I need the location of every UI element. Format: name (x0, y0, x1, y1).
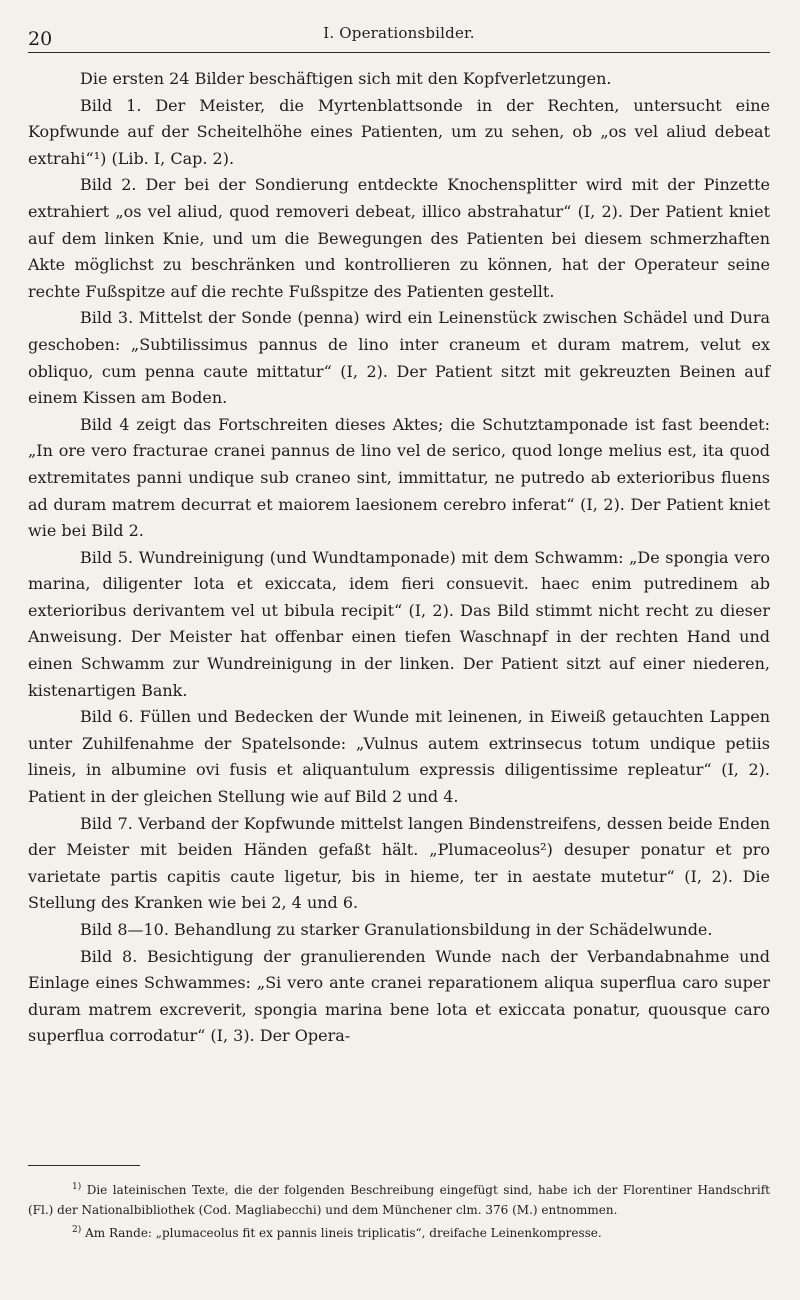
paragraph: Bild 8. Besichtigung der granulierenden Wunde nach der Verbandabnahme und Einlage eines Schwammes: „Si vero ante cranei reparationem aliqua superflua caro super duram matrem excreverit, spongia marina bene lota et exiccata ponatur, quousque caro superflua corrodatur“ (I, 3). Der Opera- (28, 946, 770, 1046)
footnote (28, 1223, 770, 1243)
header-rule (28, 52, 770, 53)
paragraph: Bild 6. Füllen und Bedecken der Wunde mit leinenen, in Eiweiß getauchten Lappen unter Zuhilfenahme der Spatelsonde: „Vulnus autem extrinsecus totum undique petiis lineis, in albumine ovi fusis et aliquantulum expressis diligentissime repleatur“ (I, 2). Patient in der gleichen Stellung wie auf Bild 2 und 4. (28, 707, 770, 807)
page-number: 20 (28, 28, 53, 50)
body-text (28, 66, 770, 1050)
paragraph: Bild 2. Der bei der Sondierung entdeckte Knochensplitter wird mit der Pinzette extrahiert „os vel aliud, quod removeri debeat, illico abstrahatur“ (I, 2). Der Patient kniet auf dem linken Knie, und um die Bewegungen des Patienten bei diesem schmerzhaften Akte möglichst zu beschränken und kontrollieren zu können, hat der Operateur seine rechte Fußspitze auf die rechte Fußspitze des Patienten gestellt. (28, 175, 770, 301)
running-head: I. Operationsbilder. (323, 24, 475, 42)
footnote-text: Die lateinischen Texte, die der folgenden Beschreibung eingefügt sind, habe ich der Florentiner Handschrift (Fl.) der Nationalbibliothek (Cod. Magliabecchi) und dem Münchener clm. 376 (M.) entnommen. (28, 1183, 770, 1217)
footnote-mark: 2) (72, 1225, 82, 1235)
paragraph: Bild 7. Verband der Kopfwunde mittelst langen Bindenstreifens, dessen beide Enden der Meister mit beiden Händen gefaßt hält. „Plumaceolus²) desuper ponatur et pro varietate partis capitis caute ligetur, bis in hieme, ter in aestate mutetur“ (I, 2). Die Stellung des Kranken wie bei 2, 4 und 6. (28, 813, 770, 913)
footnotes (28, 1180, 770, 1246)
paragraph: Bild 3. Mittelst der Sonde (penna) wird ein Leinenstück zwischen Schädel und Dura geschoben: „Subtilissimus pannus de lino inter craneum et duram matrem, velut ex obliquo, cum penna caute mittatur“ (I, 2). Der Patient sitzt mit gekreuzten Beinen auf einem Kissen am Boden. (28, 308, 770, 408)
paragraph: Bild 1. Der Meister, die Myrtenblattsonde in der Rechten, untersucht eine Kopfwunde auf der Scheitelhöhe eines Patienten, um zu sehen, ob „os vel aliud debeat extrahi“¹) (Lib. I, Cap. 2). (28, 95, 770, 168)
footnote-text: Am Rande: „plumaceolus fit ex pannis lineis triplicatis“, dreifache Leinenkompresse. (85, 1226, 602, 1240)
footnote-mark: 1) (72, 1182, 82, 1192)
footnote (28, 1180, 770, 1220)
page-header (28, 20, 770, 50)
paragraph: Bild 5. Wundreinigung (und Wundtamponade) mit dem Schwamm: „De spongia vero marina, diligenter lota et exiccata, idem fieri consuevit. haec enim putredinem ab exterioribus derivantem vel ut bibula recipit“ (I, 2). Das Bild stimmt nicht recht zu dieser Anweisung. Der Meister hat offenbar einen tiefen Waschnapf in der rechten Hand und einen Schwamm zur Wundreinigung in der linken. Der Patient sitzt auf einer niederen, kistenartigen Bank. (28, 547, 770, 700)
paragraph: Bild 8—10. Behandlung zu starker Granulationsbildung in der Schädelwunde. (80, 920, 713, 939)
paragraph: Die ersten 24 Bilder beschäftigen sich mit den Kopfverletzungen. (80, 69, 612, 88)
footnote-rule (28, 1165, 140, 1166)
paragraph: Bild 4 zeigt das Fortschreiten dieses Aktes; die Schutztamponade ist fast beendet: „In ore vero fracturae cranei pannus de lino vel de serico, quod longe melius est, ita quod extremitates panni undique sub craneo sint, immittatur, ne putredo ab exterioribus fluens ad duram matrem decurrat et maiorem laesionem cerebro inferat“ (I, 2). Der Patient kniet wie bei Bild 2. (28, 414, 770, 541)
